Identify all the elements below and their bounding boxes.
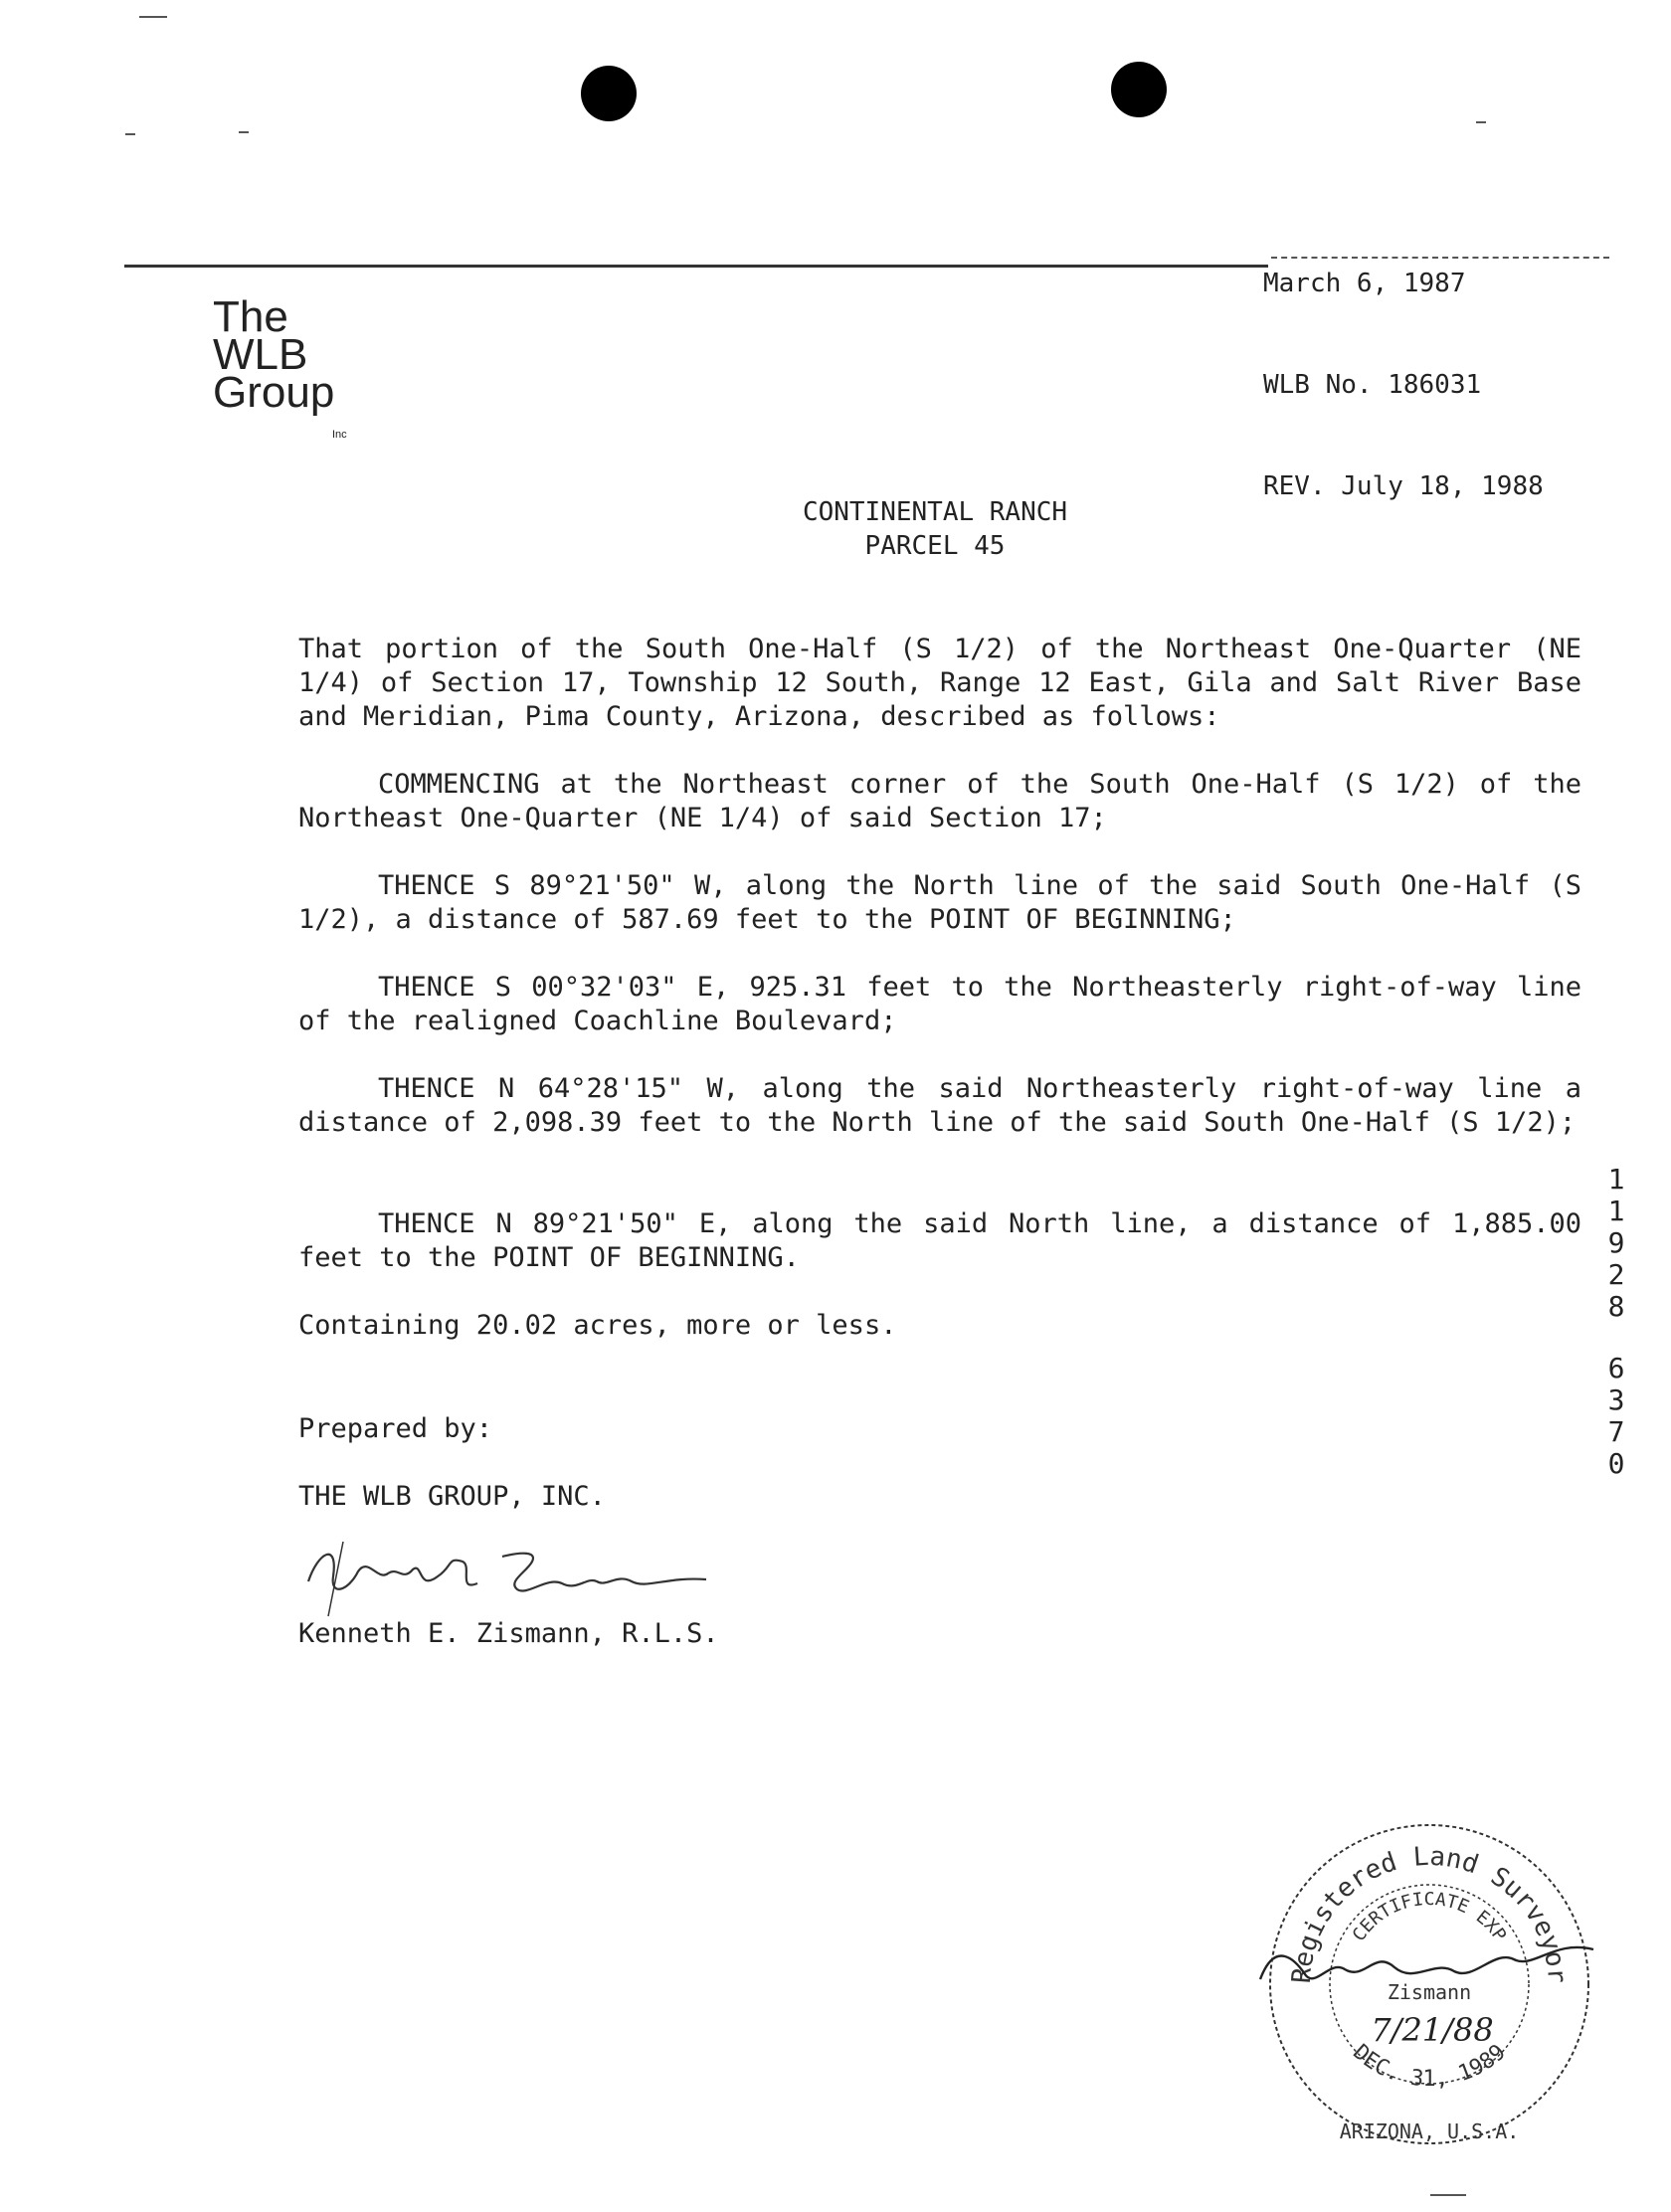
seal-cert-text: CERTIFICATE EXP [1348,1889,1511,1945]
seal-name: Zismann [1387,1980,1472,2004]
document-title [597,495,1273,563]
header-rule [124,265,1268,268]
seal-bottom-text: ARIZONA, U.S.A. [1339,2120,1520,2143]
seal-handwritten-date: 7/21/88 [1371,2011,1494,2049]
header-wlb-number: WLB No. 186031 [1263,370,1482,400]
punch-hole-right [1111,62,1167,117]
prepared-by-label: Prepared by: [298,1413,493,1444]
logo-line-the: The [213,292,288,341]
seal-top-text: Registered Land Surveyor [1286,1841,1573,1984]
side-digit: 1 [1607,1195,1625,1227]
header-rule-dashed [1271,257,1609,259]
thence-paragraph-3: THENCE N 64°28'15" W, along the said Northeasterly right-of-way line a distance of 2,098.39 feet to the North line of the said South One-Half (S 1/2); [298,1073,1581,1138]
commencing-paragraph: COMMENCING at the Northeast corner of the South One-Half (S 1/2) of the Northeast One-Quarter (NE 1/4) of said Section 17; [298,769,1581,833]
scan-speck [1430,2194,1466,2196]
logo-inc: Inc [332,429,347,441]
thence-paragraph-2: THENCE S 00°32'03" E, 925.31 feet to the Northeasterly right-of-way line of the realigned Coachline Boulevard; [298,972,1581,1036]
svg-text:CERTIFICATE EXP [1349,1889,1511,1945]
scan-speck [239,131,249,133]
thence-paragraph-1: THENCE S 89°21'50" W, along the North line of the said South One-Half (S 1/2), a distance of 587.69 feet to the POINT OF BEGINNING; [298,870,1581,935]
title-line-2: PARCEL 45 [864,531,1006,561]
document-header [1263,199,1544,571]
thence-paragraph-4: THENCE N 89°21'50" E, along the said North line, a distance of 1,885.00 feet to the POINT OF BEGINNING. [298,1208,1581,1273]
punch-hole-left [581,66,637,121]
side-digit: 3 [1607,1383,1625,1416]
header-revision: REV. July 18, 1988 [1263,471,1544,501]
side-digit: 6 [1607,1352,1625,1384]
handwritten-signature [288,1522,726,1631]
containing-paragraph: Containing 20.02 acres, more or less. [298,1310,897,1341]
header-date: March 6, 1987 [1263,269,1466,298]
scan-speck [1476,121,1486,123]
logo-line-wlb: WLB [213,330,308,379]
surveyor-seal [1255,1810,1603,2158]
intro-paragraph: That portion of the South One-Half (S 1/2) of the Northeast One-Quarter (NE 1/4) of Section 17, Township 12 South, Range 12 East, Gila and Salt River Base and Meridian, Pima County, Arizona, described as follows: [298,634,1581,732]
preparer-company: THE WLB GROUP, INC. [298,1481,606,1512]
scan-speck [139,16,167,18]
company-logo [213,292,347,441]
side-digit: 7 [1607,1415,1625,1448]
title-line-1: CONTINENTAL RANCH [802,497,1068,527]
side-digit: 1 [1607,1163,1625,1196]
scan-speck [125,133,135,135]
preparer-name: Kenneth E. Zismann, R.L.S. [298,1618,719,1649]
seal-expiry: DEC. 31, 1989 [1348,2040,1511,2093]
svg-text:Registered Land Surveyor [1287,1842,1572,1984]
side-digit: 8 [1607,1290,1625,1323]
side-digit: 0 [1607,1447,1625,1480]
side-digit: 9 [1607,1226,1625,1259]
logo-line-group: Group [213,368,335,417]
side-digit: 2 [1607,1258,1625,1291]
side-document-number [1603,1164,1629,1480]
